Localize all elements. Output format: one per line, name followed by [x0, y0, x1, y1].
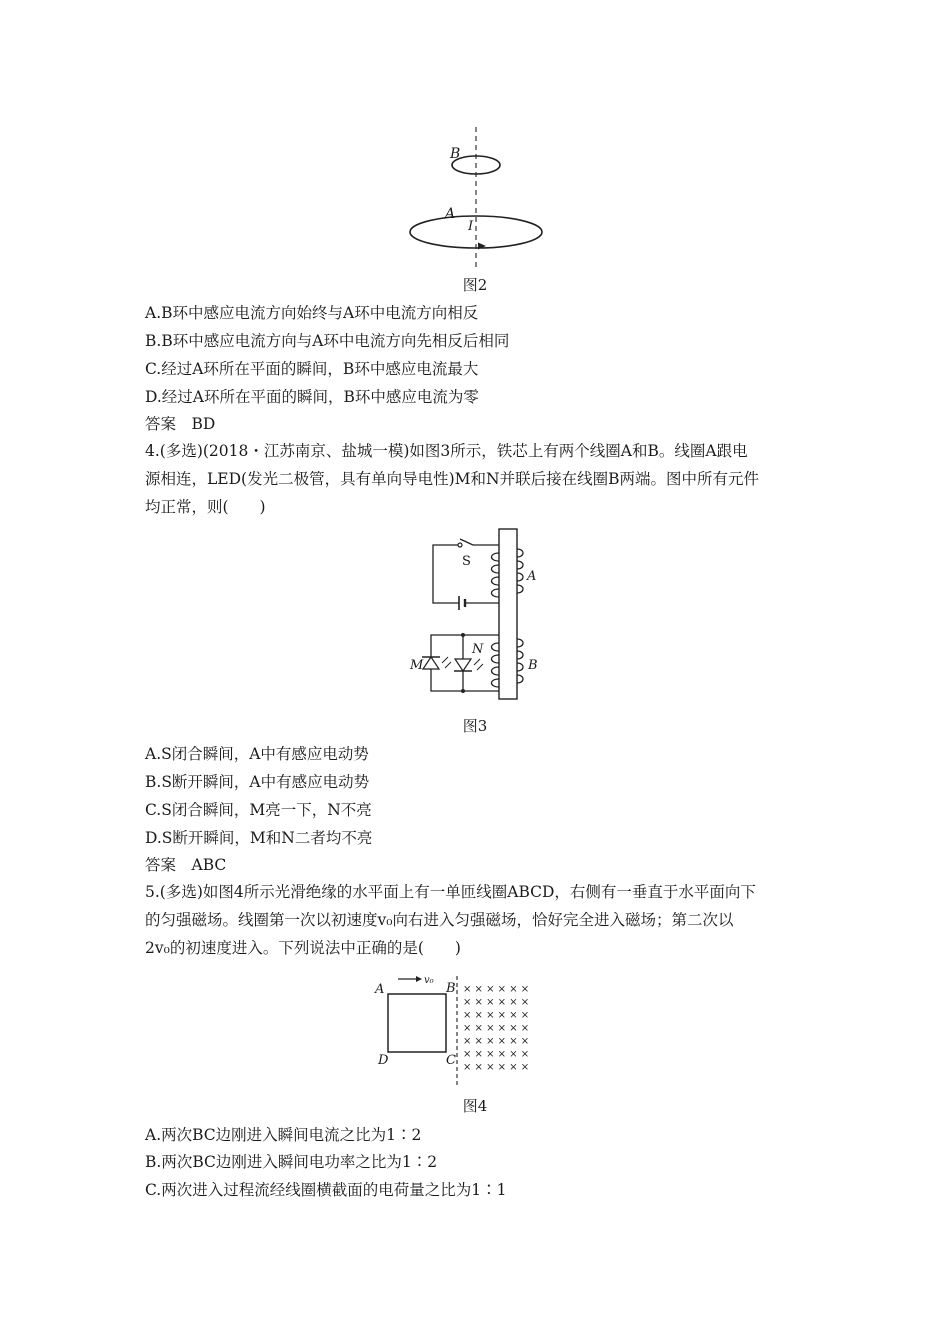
- fig3-label-s: S: [462, 554, 471, 569]
- svg-text:× × × × × ×: × × × × × ×: [463, 997, 530, 1008]
- q5-stem-line-3: 2v₀的初速度进入。下列说法中正确的是( ): [145, 939, 461, 957]
- q4-option-c: C.S闭合瞬间，M亮一下，N不亮: [145, 801, 372, 819]
- figure-4-coil-magnetic-field: [370, 968, 580, 1088]
- coil-abcd: [388, 994, 446, 1052]
- figure-2-caption: 图2: [462, 276, 488, 294]
- figure-2-rings-diagram: [440, 125, 580, 275]
- fig3-label-m: M: [410, 658, 424, 673]
- fig2-label-i: I: [468, 219, 474, 234]
- figure-3-circuit-diagram: [405, 525, 555, 710]
- q5-stem-line-1: 5.(多选)如图4所示光滑绝缘的水平面上有一单匝线圈ABCD，右侧有一垂直于水平面向下: [145, 883, 756, 901]
- svg-text:× × × × × ×: × × × × × ×: [463, 1062, 530, 1073]
- svg-text:× × × × × ×: × × × × × ×: [463, 1036, 530, 1047]
- q3-option-b: B.B环中感应电流方向与A环中电流方向先相反后相同: [145, 332, 510, 350]
- svg-text:× × × × × ×: × × × × × ×: [463, 1049, 530, 1060]
- fig3-label-n: N: [472, 642, 484, 657]
- svg-text:× × × × × ×: × × × × × ×: [463, 984, 530, 995]
- fig2-label-a: A: [445, 206, 456, 222]
- fig4-label-d: D: [378, 1053, 389, 1068]
- figure-4-caption: 图4: [462, 1097, 488, 1115]
- q3-option-d: D.经过A环所在平面的瞬间，B环中感应电流为零: [145, 388, 479, 406]
- figure-3-caption: 图3: [462, 717, 488, 735]
- fig4-label-a: A: [375, 982, 385, 997]
- q4-answer: 答案 ABC: [145, 856, 227, 874]
- fig3-label-b: B: [528, 658, 538, 673]
- fig2-label-b: B: [450, 146, 461, 162]
- q4-stem-line-3: 均正常，则( ): [145, 498, 266, 516]
- q4-stem-line-2: 源相连，LED(发光二极管，具有单向导电性)M和N并联后接在线圈B两端。图中所有元件: [145, 470, 759, 488]
- fig4-label-b: B: [446, 981, 456, 996]
- q4-option-b: B.S断开瞬间，A中有感应电动势: [145, 773, 370, 791]
- q4-option-a: A.S闭合瞬间，A中有感应电动势: [145, 745, 369, 763]
- q5-stem-line-2: 的匀强磁场。线圈第一次以初速度v₀向右进入匀强磁场，恰好完全进入磁场；第二次以: [145, 911, 734, 929]
- svg-text:× × × × × ×: × × × × × ×: [463, 1023, 530, 1034]
- q3-option-c: C.经过A环所在平面的瞬间，B环中感应电流最大: [145, 360, 479, 378]
- q5-option-a: A.两次BC边刚进入瞬间电流之比为1∶2: [145, 1126, 422, 1144]
- fig4-label-v0: v₀: [424, 975, 434, 986]
- q3-option-a: A.B环中感应电流方向始终与A环中电流方向相反: [145, 304, 479, 322]
- iron-core: [499, 529, 517, 699]
- q4-stem-line-1: 4.(多选)(2018・江苏南京、盐城一模)如图3所示，铁芯上有两个线圈A和B。线圈A跟电: [145, 442, 748, 460]
- fig3-label-a: A: [527, 569, 537, 584]
- q5-option-c: C.两次进入过程流经线圈横截面的电荷量之比为1∶1: [145, 1181, 507, 1199]
- fig4-label-c: C: [446, 1053, 456, 1068]
- q4-option-d: D.S断开瞬间，M和N二者均不亮: [145, 829, 373, 847]
- q5-option-b: B.两次BC边刚进入瞬间电功率之比为1∶2: [145, 1153, 438, 1171]
- magnetic-field-crosses: [463, 984, 529, 1073]
- q3-answer: 答案 BD: [145, 415, 216, 433]
- svg-text:× × × × × ×: × × × × × ×: [463, 1010, 530, 1021]
